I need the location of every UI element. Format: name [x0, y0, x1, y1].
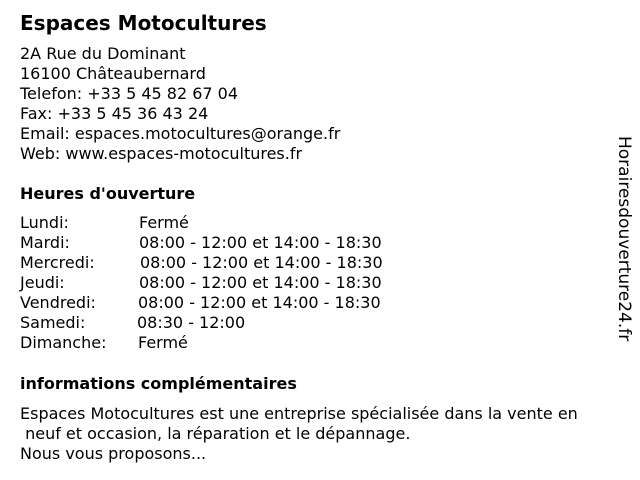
- hours-value: 08:00 - 12:00 et 14:00 - 18:30: [138, 293, 381, 312]
- address-city: 16100 Châteaubernard: [20, 64, 206, 83]
- hours-row: [20, 233, 382, 253]
- hours-value: 08:30 - 12:00: [137, 313, 246, 332]
- hours-day: Mardi:: [20, 233, 70, 252]
- watermark-text: Horairesdouverture24.fr: [614, 136, 634, 342]
- hours-day: Dimanche:: [20, 333, 107, 352]
- hours-value: Fermé: [138, 333, 188, 352]
- hours-row: [20, 333, 188, 353]
- hours-value: Fermé: [139, 213, 189, 232]
- hours-value: 08:00 - 12:00 et 14:00 - 18:30: [139, 233, 382, 252]
- hours-day: Samedi:: [20, 313, 86, 332]
- hours-heading: Heures d'ouverture: [20, 184, 196, 203]
- description-line: Espaces Motocultures est une entreprise spécialisée dans la vente en: [20, 404, 578, 423]
- email-address: Email: espaces.motocultures@orange.fr: [20, 124, 341, 143]
- info-heading: informations complémentaires: [20, 374, 297, 393]
- business-name: Espaces Motocultures: [20, 11, 267, 35]
- phone-number: Telefon: +33 5 45 82 67 04: [20, 84, 239, 103]
- description-line: neuf et occasion, la réparation et le dépannage.: [20, 424, 411, 443]
- hours-day: Jeudi:: [20, 273, 65, 292]
- hours-row: [20, 273, 382, 293]
- hours-value: 08:00 - 12:00 et 14:00 - 18:30: [140, 253, 383, 272]
- hours-row: [20, 293, 381, 313]
- description-line: Nous vous proposons...: [20, 444, 207, 463]
- hours-day: Mercredi:: [20, 253, 95, 272]
- address-street: 2A Rue du Dominant: [20, 44, 186, 63]
- hours-day: Vendredi:: [20, 293, 96, 312]
- description: [20, 404, 625, 464]
- website-url: Web: www.espaces-motocultures.fr: [20, 144, 303, 163]
- hours-row: [20, 253, 383, 273]
- hours-row: [20, 213, 189, 233]
- fax-number: Fax: +33 5 45 36 43 24: [20, 104, 209, 123]
- hours-row: [20, 313, 246, 333]
- hours-day: Lundi:: [20, 213, 69, 232]
- hours-value: 08:00 - 12:00 et 14:00 - 18:30: [139, 273, 382, 292]
